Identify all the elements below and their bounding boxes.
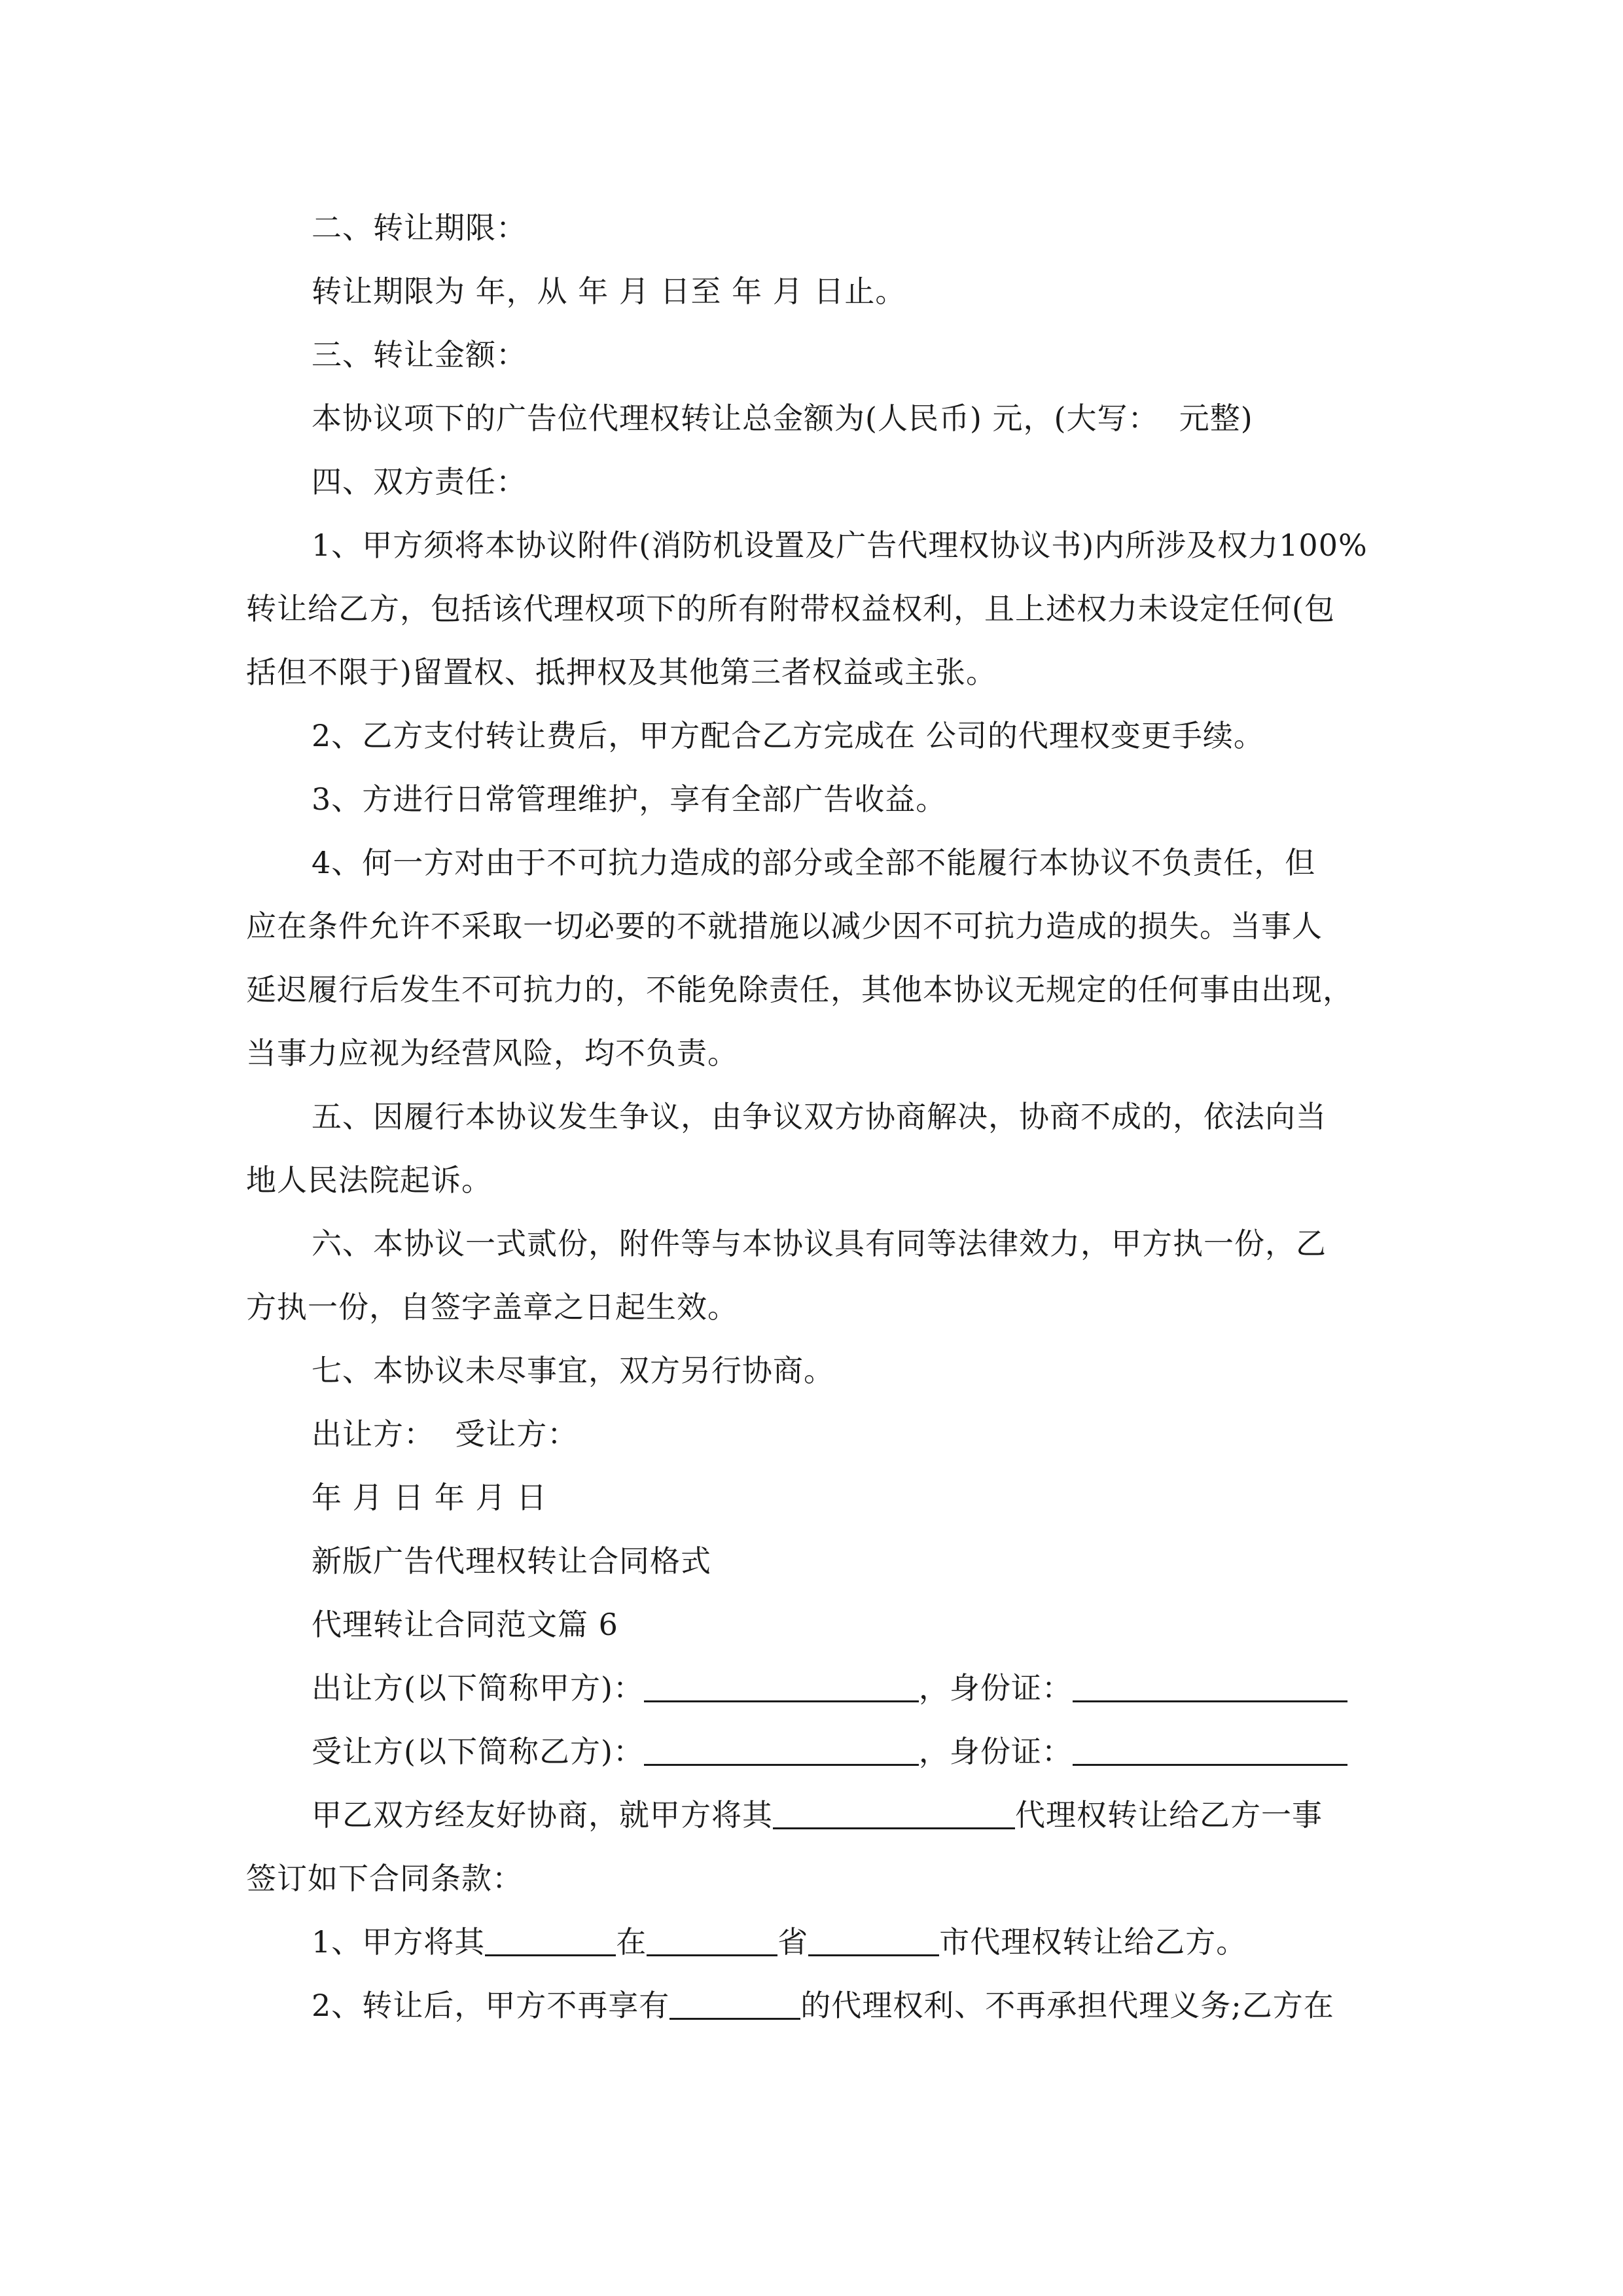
- clause-4-line-4: 当事力应视为经营风险，均不负责。: [246, 1035, 738, 1071]
- agreement-intro-text-a: 甲乙双方经友好协商，就甲方将其: [312, 1797, 773, 1833]
- section-6-line-2: 方执一份，自签字盖章之日起生效。: [246, 1289, 738, 1325]
- transferor-id-blank: [1073, 1672, 1347, 1702]
- contract-clause-1-text-a: 1、甲方将其: [312, 1924, 486, 1960]
- contract-clause-2-text-a: 2、转让后，甲方不再享有: [312, 1988, 670, 2023]
- contract-clause-2: [312, 1986, 1334, 2025]
- contract-clause-1-text-c: 省: [777, 1924, 809, 1960]
- section-7: 七、本协议未尽事宜，双方另行协商。: [312, 1353, 834, 1388]
- transferor-id-label: ，身份证：: [918, 1670, 1073, 1706]
- clause-1-line-2: 转让给乙方，包括该代理权项下的所有附带权益权利，且上述权力未设定任何(包: [246, 591, 1335, 626]
- signature-parties: 出让方： 受让方：: [312, 1416, 579, 1452]
- transferee-name-blank: [644, 1735, 919, 1766]
- province-blank: [647, 1926, 777, 1956]
- rights-blank: [669, 1989, 800, 2020]
- transferor-line: [312, 1668, 1347, 1708]
- section-heading-responsibilities: 四、双方责任：: [312, 464, 527, 499]
- signature-dates: 年 月 日 年 月 日: [312, 1480, 548, 1515]
- transferee-line: [312, 1732, 1347, 1771]
- clause-1-line-3: 括但不限于)留置权、抵押权及其他第三者权益或主张。: [246, 655, 997, 690]
- clause-4-line-1: 4、何一方对由于不可抗力造成的部分或全部不能履行本协议不负责任，但: [312, 845, 1316, 880]
- transferee-label: 受让方(以下简称乙方)：: [312, 1734, 644, 1769]
- transferee-id-blank: [1073, 1735, 1347, 1766]
- agreement-intro-text-b: 代理权转让给乙方一事: [1015, 1797, 1323, 1833]
- section-6-line-1: 六、本协议一式贰份，附件等与本协议具有同等法律效力，甲方执一份，乙: [312, 1226, 1327, 1261]
- contract-clause-1-text-d: 市代理权转让给乙方。: [939, 1924, 1247, 1960]
- section-5-line-2: 地人民法院起诉。: [246, 1162, 492, 1198]
- template-heading: 代理转让合同范文篇 6: [312, 1607, 618, 1642]
- contract-clause-1: [312, 1922, 1247, 1962]
- clause-1-line-1: 1、甲方须将本协议附件(消防机设置及广告代理权协议书)内所涉及权力100%: [312, 528, 1368, 563]
- paragraph-transfer-amount: 本协议项下的广告位代理权转让总金额为(人民币) 元，(大写： 元整): [312, 401, 1253, 436]
- contract-clause-1-text-b: 在: [616, 1924, 647, 1960]
- clause-4-line-3: 延迟履行后发生不可抗力的，不能免除责任，其他本协议无规定的任何事由出现，: [246, 972, 1353, 1007]
- clause-2: 2、乙方支付转让费后，甲方配合乙方完成在 公司的代理权变更手续。: [312, 718, 1264, 753]
- agreement-intro-line-1: [312, 1795, 1323, 1835]
- section-5-line-1: 五、因履行本协议发生争议，由争议双方协商解决，协商不成的，依法向当: [312, 1099, 1327, 1134]
- clause-4-line-2: 应在条件允许不采取一切必要的不就措施以减少因不可抗力造成的损失。当事人: [246, 908, 1323, 944]
- document-subtitle: 新版广告代理权转让合同格式: [312, 1543, 711, 1579]
- agency-blank: [773, 1799, 1015, 1829]
- clause-3: 3、方进行日常管理维护，享有全部广告收益。: [312, 781, 947, 817]
- transferor-name-blank: [644, 1672, 919, 1702]
- city-blank: [808, 1926, 939, 1956]
- contract-clause-2-text-b: 的代理权利、不再承担代理义务;乙方在: [800, 1988, 1334, 2023]
- paragraph-transfer-period: 转让期限为 年，从 年 月 日至 年 月 日止。: [312, 274, 906, 309]
- section-heading-transfer-amount: 三、转让金额：: [312, 337, 527, 372]
- agreement-intro-line-2: 签订如下合同条款：: [246, 1861, 523, 1896]
- section-heading-transfer-period: 二、转让期限：: [312, 210, 527, 245]
- item-blank: [485, 1926, 616, 1956]
- transferor-label: 出让方(以下简称甲方)：: [312, 1670, 644, 1706]
- transferee-id-label: ，身份证：: [918, 1734, 1073, 1769]
